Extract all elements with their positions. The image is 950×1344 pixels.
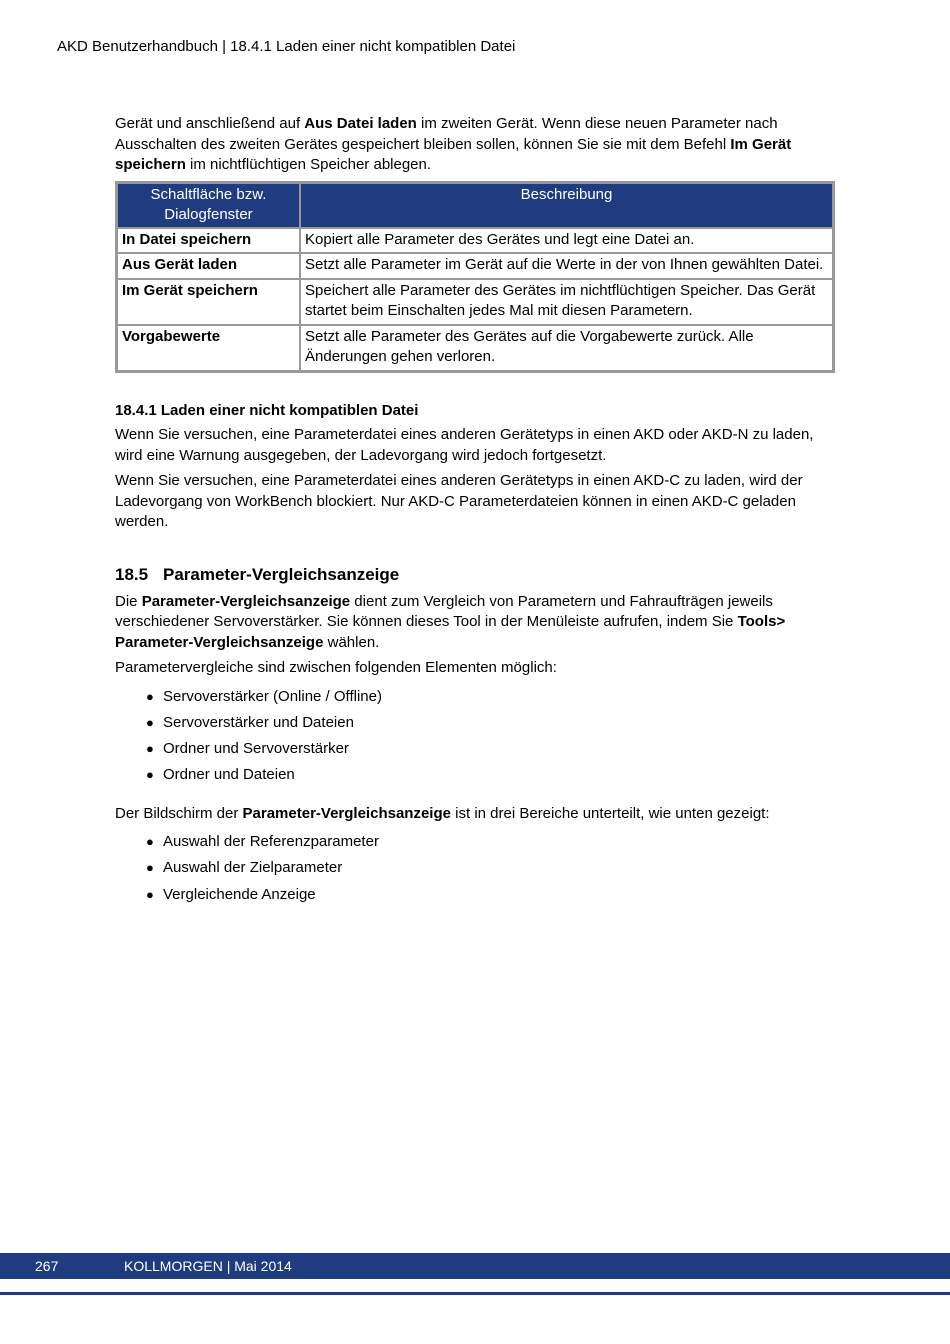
table-cell-term: Aus Gerät laden [117, 253, 301, 279]
bullet-icon: ● [146, 714, 154, 730]
list-item: ● Servoverstärker und Dateien [146, 713, 354, 731]
intro-paragraph: Gerät und anschließend auf Aus Datei laden im zweiten Gerät. Wenn diese neuen Parameter nach Ausschalten des zweiten Gerätes gespeichert bleiben sollen, können Sie sie mit dem Befehl Im Gerät speichern im nichtflüchtigen Speicher ablegen. [115, 115, 792, 173]
bullet-icon: ● [146, 767, 154, 783]
paragraph-akd-warning: Wenn Sie versuchen, eine Parameterdatei eines anderen Gerätetyps in einen AKD oder AKD-N zu laden, wird eine Warnung ausgegeben, der Ladevorgang wird jedoch fortgesetzt. [115, 426, 814, 464]
table-header-description: Beschreibung [300, 182, 834, 228]
list-item: ● Servoverstärker (Online / Offline) [146, 687, 382, 705]
list-item: ● Vergleichende Anzeige [146, 885, 316, 903]
bullet-icon: ● [146, 860, 154, 876]
footer-brand: KOLLMORGEN | Mai 2014 [124, 1258, 292, 1274]
list-item: ● Ordner und Dateien [146, 766, 295, 784]
page-content [115, 114, 835, 923]
table-cell-term: In Datei speichern [117, 228, 301, 254]
compare-elements-list [115, 687, 835, 792]
table-row [117, 228, 834, 254]
paragraph-screen-areas: Der Bildschirm der Parameter-Vergleichsanzeige ist in drei Bereiche unterteilt, wie unten gezeigt: [115, 804, 770, 822]
paragraph-akd-c-blocked: Wenn Sie versuchen, eine Parameterdatei eines anderen Gerätetyps in einen AKD-C zu laden, wird der Ladevorgang von WorkBench blockiert. Nur AKD-C Parameterdateien können in einen AKD-C geladen werden. [115, 472, 803, 530]
table-cell-term: Im Gerät speichern [117, 279, 301, 325]
page-number: 267 [35, 1258, 59, 1274]
paragraph-compare-options: Parametervergleiche sind zwischen folgenden Elementen möglich: [115, 659, 557, 676]
table-row [117, 253, 834, 279]
table-cell-description: Setzt alle Parameter des Gerätes auf die Vorgabewerte zurück. Alle Änderungen gehen verloren. [300, 325, 834, 372]
running-header: AKD Benutzerhandbuch | 18.4.1 Laden einer nicht kompatiblen Datei [57, 38, 516, 55]
table-cell-description: Speichert alle Parameter des Gerätes im nichtflüchtigen Speicher. Das Gerät startet beim Einschalten jedes Mal mit diesen Parametern. [300, 279, 834, 325]
table-row [117, 325, 834, 372]
section-heading-18-4-1: 18.4.1 Laden einer nicht kompatiblen Datei [115, 401, 419, 419]
table-cell-description: Kopiert alle Parameter des Gerätes und legt eine Datei an. [300, 228, 834, 254]
footer-divider [0, 1292, 950, 1295]
screen-areas-list [115, 832, 835, 911]
section-heading-18-5 [115, 564, 835, 586]
list-item: ● Auswahl der Zielparameter [146, 859, 343, 877]
table-cell-description: Setzt alle Parameter im Gerät auf die Werte in der von Ihnen gewählten Datei. [300, 253, 834, 279]
table-header-row [117, 182, 834, 228]
table-row [117, 279, 834, 325]
bullet-icon: ● [146, 834, 154, 850]
table-header-button: Schaltfläche bzw. Dialogfenster [117, 182, 301, 228]
footer-bar [0, 1253, 950, 1279]
list-item: ● Auswahl der Referenzparameter [146, 833, 379, 851]
section-number: 18.5 [115, 564, 149, 584]
bullet-icon: ● [146, 886, 154, 902]
paragraph-compare-intro: Die Parameter-Vergleichsanzeige dient zum Vergleich von Parametern und Fahraufträgen jeweils verschiedener Servoverstärker. Sie können dieses Tool in der Menüleiste aufrufen, indem Sie Tools> Parameter-Vergleichsanzeige wählen. [115, 592, 786, 651]
section-title: Parameter-Vergleichsanzeige [163, 564, 400, 584]
bullet-icon: ● [146, 741, 154, 757]
table-cell-term: Vorgabewerte [117, 325, 301, 372]
bullet-icon: ● [146, 688, 154, 704]
list-item: ● Ordner und Servoverstärker [146, 740, 349, 758]
parameter-buttons-table [115, 181, 835, 373]
